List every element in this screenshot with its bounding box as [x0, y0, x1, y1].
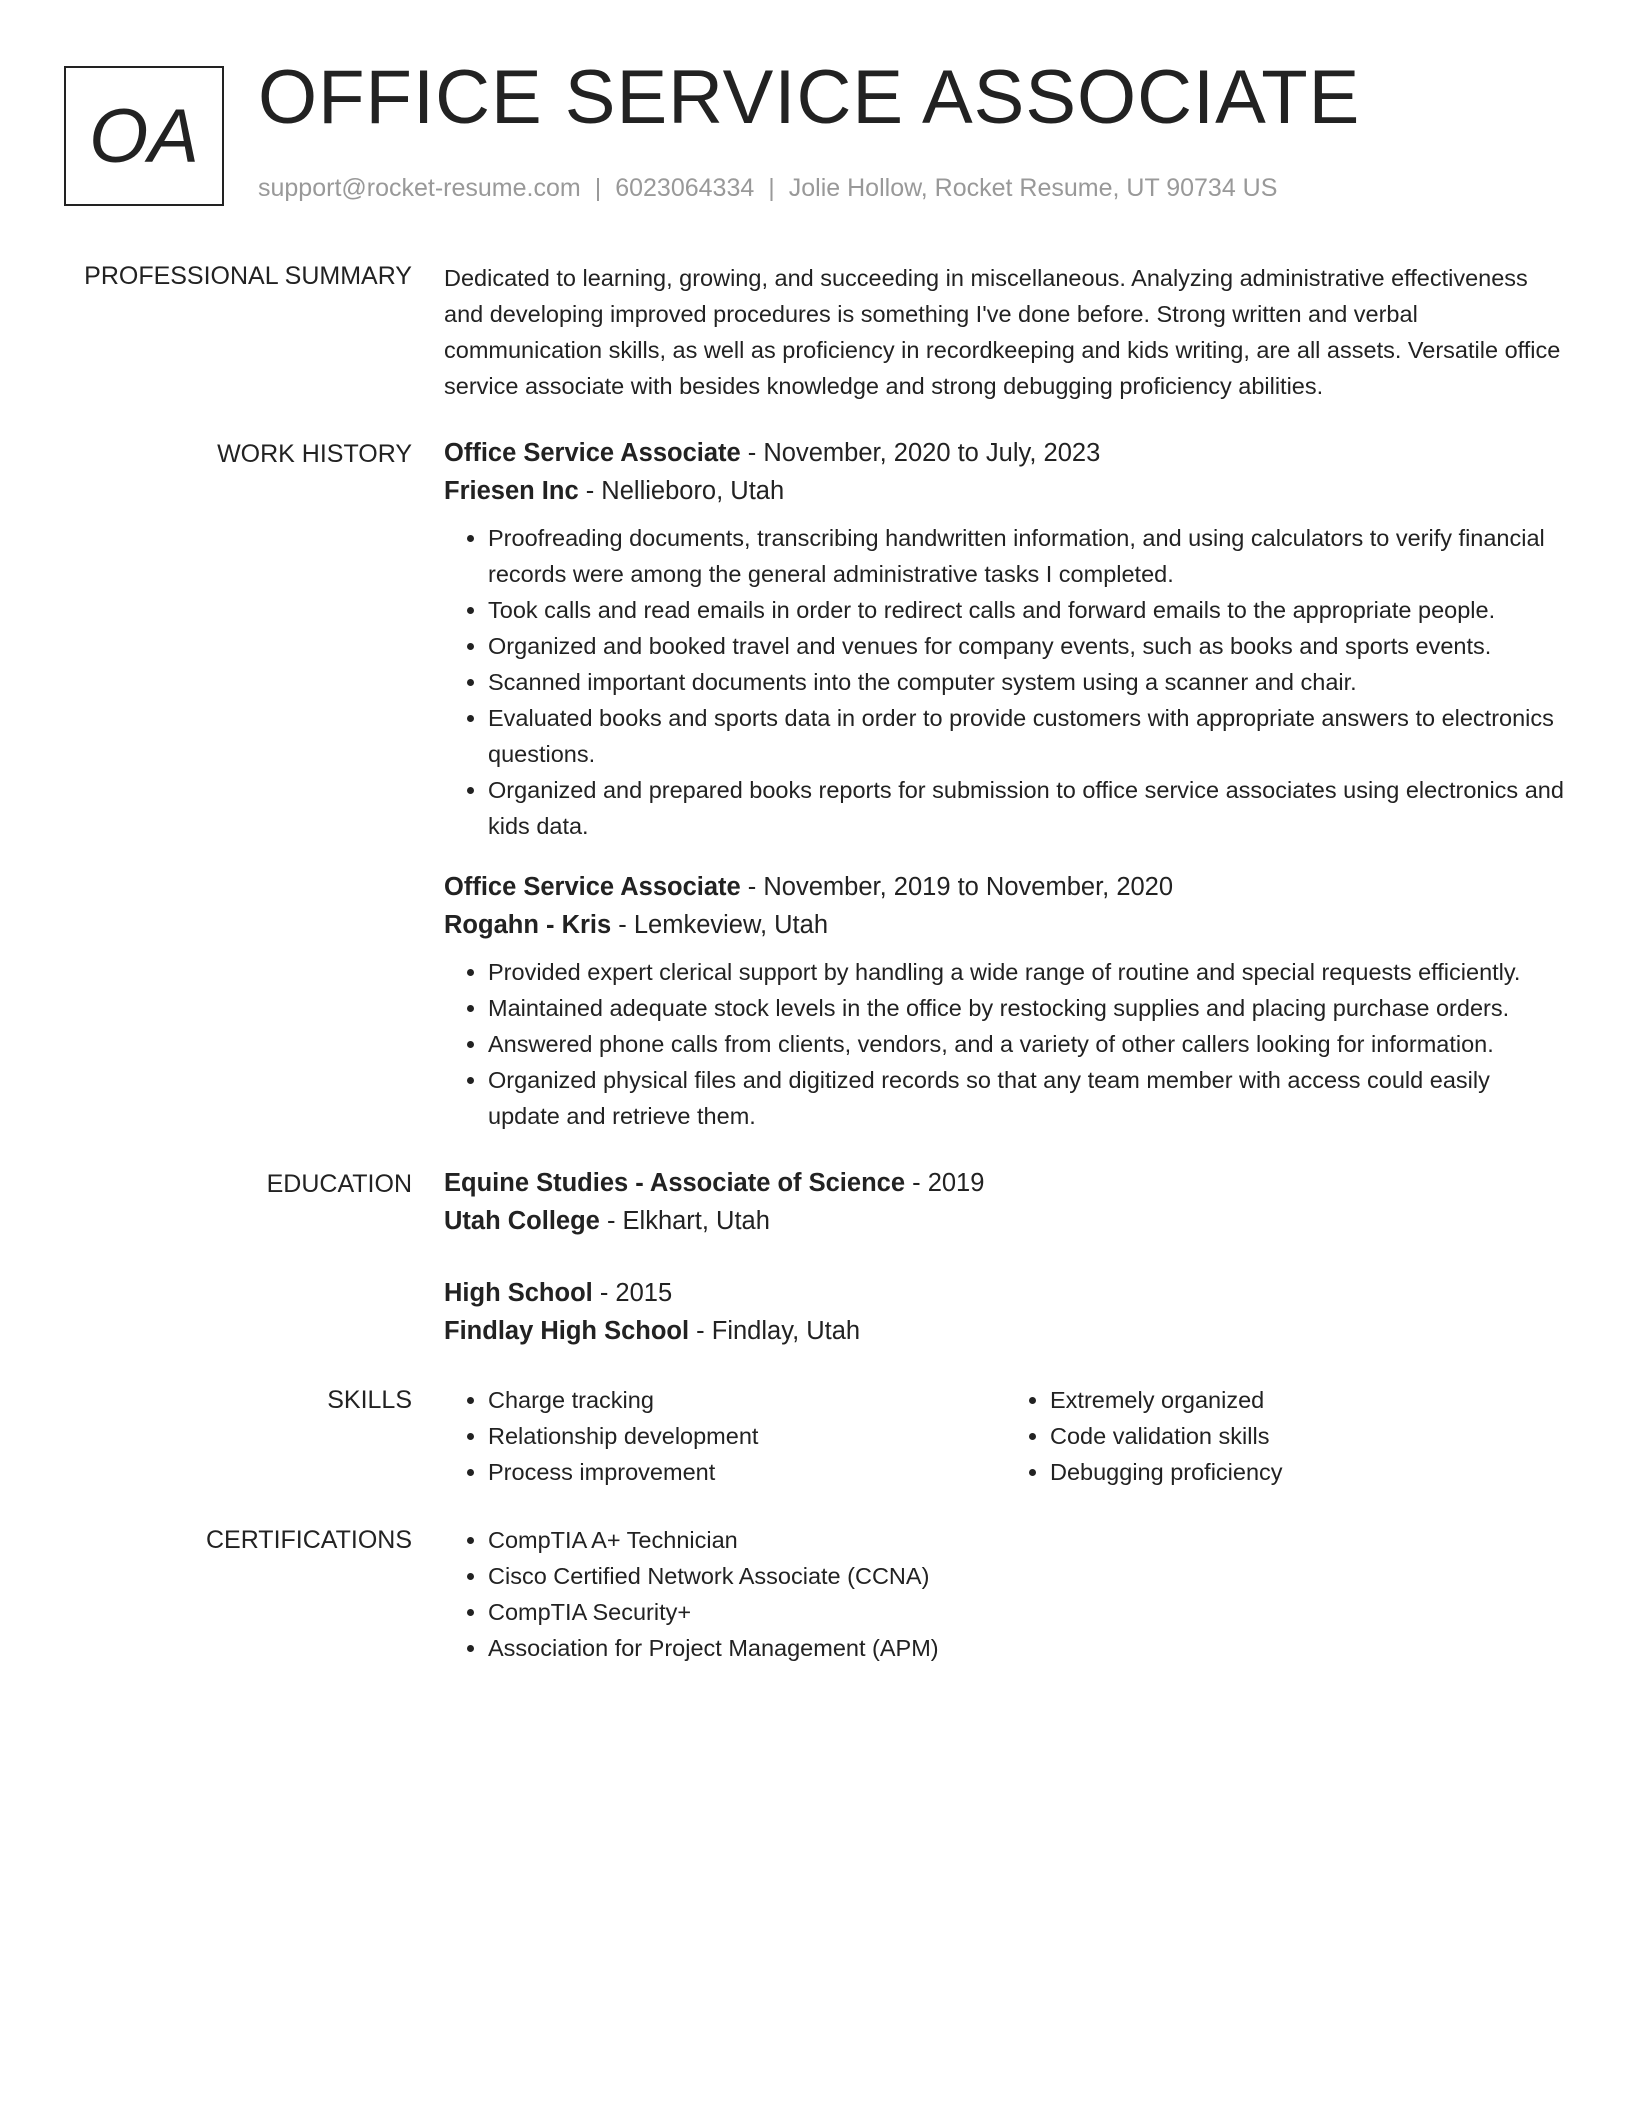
contact-address: Jolie Hollow, Rocket Resume, UT 90734 US [788, 174, 1278, 202]
section-label-skills: SKILLS [327, 1386, 412, 1414]
skills-column-1 [444, 1382, 1006, 1490]
resume-content [64, 256, 1568, 1666]
job-title-line [444, 868, 1568, 906]
skill-item: • Extremely organized [1050, 1382, 1568, 1418]
skills-body [444, 1380, 1568, 1490]
summary-text: Dedicated to learning, growing, and succeeding in miscellaneous. Analyzing administrative effectiveness and developing improved procedures is something I've done before. Strong written and verbal communication skills, as well as proficiency in recordkeeping and kids writing, are all assets. Versatile office service associate with besides knowledge and strong debugging proficiency abilities. [444, 265, 1561, 399]
job-title: Office Service Associate [444, 439, 741, 467]
job-bullet: • Maintained adequate stock levels in the office by restocking supplies and placing purchase orders. [488, 990, 1568, 1026]
section-certifications [64, 1520, 1568, 1666]
education-school: Utah College [444, 1207, 600, 1235]
section-education [64, 1164, 1568, 1350]
job-bullet: • Organized physical files and digitized records so that any team member with access could easily update and retrieve them. [488, 1062, 1568, 1134]
section-label-certifications: CERTIFICATIONS [205, 1526, 412, 1554]
education-year: - 2019 [905, 1169, 985, 1197]
job-bullet: • Proofreading documents, transcribing handwritten information, and using calculators to verify financial records were among the general administrative tasks I completed. [488, 520, 1568, 592]
job-bullets [444, 520, 1568, 844]
education-body [444, 1164, 1568, 1350]
job-company: Friesen Inc [444, 477, 579, 505]
job-bullets [444, 954, 1568, 1134]
section-work-history [64, 434, 1568, 1134]
education-school-line [444, 1202, 1568, 1240]
certifications-body [444, 1520, 1568, 1666]
section-skills [64, 1380, 1568, 1490]
section-summary [64, 256, 1568, 404]
certifications-list [444, 1522, 1568, 1666]
certification-item: • Cisco Certified Network Associate (CCNA) [488, 1558, 1568, 1594]
education-school: Findlay High School [444, 1317, 690, 1345]
job-location: - Nellieboro, Utah [578, 477, 785, 505]
resume-name: OFFICE SERVICE ASSOCIATE [258, 55, 1361, 140]
job-bullet: • Scanned important documents into the computer system using a scanner and chair. [488, 664, 1568, 700]
skill-item: • Process improvement [488, 1454, 1006, 1490]
certification-item: • CompTIA Security+ [488, 1594, 1568, 1630]
section-label-summary: PROFESSIONAL SUMMARY [84, 262, 412, 290]
education-location: - Findlay, Utah [689, 1317, 861, 1345]
education-entry [444, 1164, 1568, 1240]
job-title: Office Service Associate [444, 873, 741, 901]
monogram-text: OA [89, 93, 199, 179]
job-bullet: • Answered phone calls from clients, vendors, and a variety of other callers looking for information. [488, 1026, 1568, 1062]
contact-line [258, 174, 1277, 203]
contact-separator: | [768, 174, 775, 202]
job-bullet: • Evaluated books and sports data in order to provide customers with appropriate answers to electronics questions. [488, 700, 1568, 772]
job-company-line [444, 472, 1568, 510]
education-degree-line [444, 1164, 1568, 1202]
job-bullet: • Took calls and read emails in order to redirect calls and forward emails to the appropriate people. [488, 592, 1568, 628]
skill-item: • Charge tracking [488, 1382, 1006, 1418]
job-entry [444, 868, 1568, 1134]
education-school-line [444, 1312, 1568, 1350]
contact-phone: 6023064334 [615, 174, 755, 202]
job-dates: - November, 2020 to July, 2023 [740, 439, 1101, 467]
education-degree: Equine Studies - Associate of Science [444, 1169, 906, 1197]
skills-column-2 [1006, 1382, 1568, 1490]
contact-separator: | [594, 174, 602, 202]
skill-item: • Relationship development [488, 1418, 1006, 1454]
education-degree: High School [444, 1279, 593, 1307]
job-bullet: • Organized and booked travel and venues for company events, such as books and sports events. [488, 628, 1568, 664]
section-label-work: WORK HISTORY [217, 440, 412, 468]
job-bullet: • Provided expert clerical support by handling a wide range of routine and special requests efficiently. [488, 954, 1568, 990]
education-entry [444, 1274, 1568, 1350]
work-body [444, 434, 1568, 1134]
education-location: - Elkhart, Utah [599, 1207, 770, 1235]
contact-email: support@rocket-resume.com [258, 174, 581, 202]
job-company-line [444, 906, 1568, 944]
education-degree-line [444, 1274, 1568, 1312]
skill-item: • Code validation skills [1050, 1418, 1568, 1454]
summary-body [444, 256, 1568, 404]
monogram-badge [64, 66, 224, 206]
certification-item: • Association for Project Management (APM) [488, 1630, 1568, 1666]
skill-item: • Debugging proficiency [1050, 1454, 1568, 1490]
job-entry [444, 434, 1568, 844]
job-location: - Lemkeview, Utah [611, 911, 829, 939]
education-year: - 2015 [592, 1279, 673, 1307]
job-company: Rogahn - Kris [444, 911, 612, 939]
job-title-line [444, 434, 1568, 472]
certification-item: • CompTIA A+ Technician [488, 1522, 1568, 1558]
section-label-education: EDUCATION [266, 1170, 412, 1198]
job-bullet: • Organized and prepared books reports for submission to office service associates using electronics and kids data. [488, 772, 1568, 844]
job-dates: - November, 2019 to November, 2020 [740, 873, 1174, 901]
